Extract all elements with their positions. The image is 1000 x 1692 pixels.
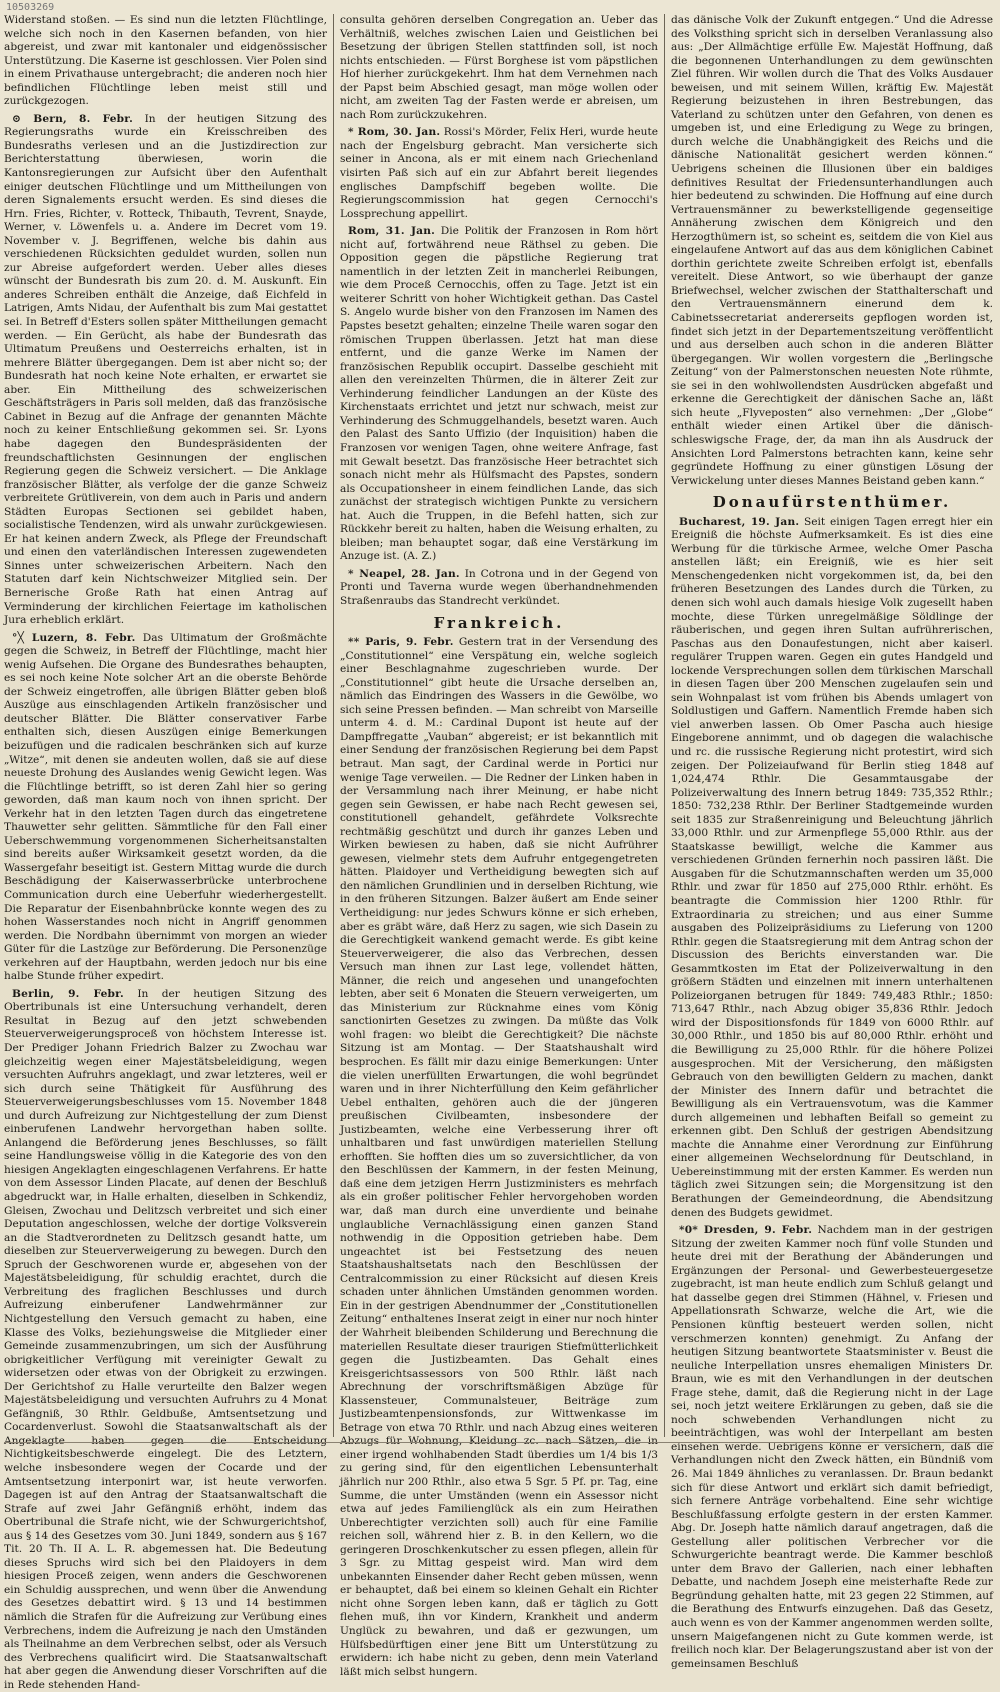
article bbox=[340, 225, 658, 564]
article bbox=[4, 632, 327, 984]
article-continuation bbox=[340, 14, 658, 122]
article bbox=[4, 113, 327, 628]
article-text: das dänische Volk der Zukunft entgegen.“ Und die Adresse des Volksthing spricht sich in derselben Veranlassung also aus: „Der Allmächtige erfülle Ew. Majestät Hoffnung, daß die begonnenen Unterhandlungen zu dem gewünschten Ziel führen. Wir wollen durch die That des Volks Ausdauer beweisen, und mit seinem Willen, kräftig Ew. Majestät Regierung beizustehen in ihren Bestrebungen, das Vaterland zu schützen unter den Gefahren, von denen es umgeben ist, und eine Erledigung zu Wege zu bringen, durch welche die Unabhängigkeit des Reichs und die dänische Nationalität gesichert werden können.“ Uebrigens scheinen die Illusionen über ein baldiges definitives Resultat der Friedensunterhandlungen auch hier bedeutend zu schwinden. Die Hoffnung auf eine durch Vertrauensmänner zu bewerkstelligende gegenseitige Annäherung zwischen dem Königreich und den Herzogthümern ist, so scheint es, seitdem die von Kiel aus eingelaufene Antwort auf das aus dem königlichen Cabinet dorthin gerichtete zweite Schreiben erfolgt ist, ebenfalls vereitelt. Diese Antwort, so wie überhaupt der ganze Briefwechsel, welcher zwischen der Statthalterschaft und den Vertrauensmännern einerund dem k. Cabinetssecretariat andererseits gepflogen worden ist, findet sich jetzt in der Departementszeitung veröffentlicht und aus derselben auch schon in die anderen Blätter übergegangen. Wir wollen vorgestern die „Berlingsche Zeitung“ von der Palmerstonschen neuesten Note rühmte, sie sei in den wohlwollendsten Ausdrücken abgefaßt und erkenne die Gerechtigkeit der dänischen Sache an, läßt sich heute „Flyveposten“ also vernehmen: „Der „Globe“ enthält wieder einen Artikel über die dänisch-schleswigsche Frage, der, da man ihn als Ausdruck der Ansichten Lord Palmerstons betrachten kann, keine sehr gegründete Hoffnung zu einer günstigen Lösung der Verwickelung unter dieses Mannes Beistand geben kann.“ bbox=[671, 14, 993, 487]
dateline: * Neapel, 28. Jan. bbox=[348, 567, 460, 580]
section-heading: Frankreich. bbox=[433, 613, 565, 632]
column-rule bbox=[333, 14, 334, 1437]
column-3 bbox=[671, 14, 993, 1670]
article-text: In der heutigen Sitzung des Obertribunals ist eine Untersuchung verhandelt, deren Resultat in Bezug auf den jetzt schwebenden Steuerverweigerungsproceß von höchstem Interesse ist. Der Prediger Johann Friedrich Balzer zu Zwochau war gleichzeitig wegen einer Majestätsbeleidigung, wegen versuchten Aufruhrs angeklagt, und zwar letzteres, weil er sich durch seine Thätigkeit für Ausführung des Steuerverweigerungsbeschlusses vom 15. November 1848 und durch Aufreizung zur Nichtgestellung der zum Dienst einberufenen Landwehr hervorgethan haben sollte. Anlangend die Beförderung jenes Beschlusses, so fällt seine Handlungsweise völlig in die Kategorie des von den hiesigen Angeklagten eingeschlagenen Verfahrens. Er hatte von dem Assessor Linden Placate, auf denen der Beschluß abgedruckt war, in Halle erhalten, dieselben in Schkendiz, Gleisen, Zwochau und Delitzsch verbreitet und sich einer Deputation angeschlossen, welche der dortige Volksverein an die Stadtverordneten zu Delitzsch gesandt hatte, um dieselben zur Steuerverweigerung zu bewegen. Durch den Spruch der Geschworenen wurde er, abgesehen von der Majestätsbeleidigung, für schuldig erachtet, durch die Verbreitung des fraglichen Beschlusses und durch Aufreizung einberufener Landwehrmänner zur Nichtgestellung den Versuch gemacht zu haben, eine Klasse des Volks, beziehungsweise die Mitglieder einer Gemeinde zusammenzubringen, um sich der Ausführung obrigkeitlicher Verfügung mit vereinigter Gewalt zu widersetzen oder etwas von der Obrigkeit zu erzwingen. Der Gerichtshof zu Halle verurteilte den Balzer wegen Majestätsbeleidigung und versuchten Aufruhrs zu 4 Monat Gefängniß, 30 Rthlr. Geldbuße, Amtsentsetzung und Cocardenverlust. Sowohl die Staatsanwaltschaft als der Angeklagte haben gegen die Entscheidung Nichtigkeitsbeschwerde eingelegt. Die des Letztern, welche insbesondere wegen der Cocarde und der Amtsentsetzung interponirt war, ist heute verworfen. Dagegen ist auf den Antrag der Staatsanwaltschaft die Strafe auf zwei Jahr Gefängniß erhöht, indem das Obertribunal die Strafe nicht, wie der Schwurgerichtshof, aus § 14 des Gesetzes vom 30. Juni 1849, sondern aus § 167 Tit. 20 Th. II A. L. R. abgemessen hat. Die Bedeutung dieses Spruchs wird sich bei den Plaidoyers in dem hiesigen Proceß zeigen, wenn anders die Geschworenen ein Schuldig aussprechen, und wenn über die Anwendung des Gesetzes debattirt wird. § 13 und 14 bestimmen nämlich die Strafen für die Aufreizung zur Verübung eines Verbrechens, indem die Aufreizung je nach den Umständen als Theilnahme an dem Verbrechen selbst, oder als Versuch des Verbrechens qualificirt wird. Die Staatsanwaltschaft hat aber gegen die Anwendung dieser Vorschriften auf die in Rede stehenden Hand- bbox=[4, 987, 327, 1691]
article-text: Die Politik der Franzosen in Rom hört nicht auf, fortwährend neue Räthsel zu geben. Die Opposition gegen die päpstliche Regierung trat namentlich in der letzten Zeit in mancherlei Reibungen, wie dem Proceß Cernocchis, offen zu Tage. Jetzt ist ein weiterer Schritt von hoher Wichtigkeit gethan. Das Castel S. Angelo wurde bisher von den Franzosen im Namen des Papstes besetzt gehalten; einzelne Theile waren sogar den römischen Truppen überlassen. Jetzt hat man diese entfernt, und die ganze Werke im Namen der französischen Republik occupirt. Dasselbe geschieht mit allen den vereinzelten Thürmen, die in älterer Zeit zur Verhinderung feindlicher Landungen an der Küste des Kirchenstaats errichtet und jetzt nur schwach, meist zur Verhinderung des Schmuggelhandels, besetzt waren. Auch den Palast des Santo Uffizio (der Inquisition) haben die Franzosen vor wenigen Tagen, ohne weitere Anfrage, fast mit Gewalt besetzt. Das französische Heer betrachtet sich sonach nicht mehr als Hülfsmacht des Papstes, sondern als Occupationsheer in einem feindlichen Lande, das sich zunächst der strategisch wichtigen Punkte zu versichern hat. Auch die Truppen, in die Befehl hatten, sich zur Rückkehr bereit zu halten, haben die Weisung erhalten, zu bleiben; man behauptet sogar, daß eine Verstärkung im Anzuge ist. (A. Z.) bbox=[340, 225, 659, 563]
article bbox=[4, 988, 327, 1692]
dateline: ⊙ Bern, 8. Febr. bbox=[12, 112, 133, 125]
article bbox=[671, 1224, 993, 1671]
article-text: Das Ultimatum der Großmächte gegen die Schweiz, in Betreff der Flüchtlinge, macht hier wenig Aufsehen. Die Organe des Bundesrathes behaupten, es sei noch keine Note solcher Art an die oberste Behörde der Schweiz eingetroffen, alle übrigen Blätter geben bloß Auszüge aus einschlagenden Artikeln französischer und deutscher Blätter. Die Blätter conservativer Farbe enthalten sich, diesen Auszügen einige Bemerkungen beizufügen und die radicalen beschränken sich auf kurze „Witze“, mit denen sie andeuten wollen, daß sie auf diese neueste Drohung des Auslandes wenig Gewicht legen. Was die Flüchtlinge betrifft, so ist deren Zahl hier so gering geworden, daß man kaum noch von ihnen spricht. Der Verkehr hat in den letzten Tagen durch das eingetretene Thauwetter sehr gelitten. Sämmtliche für den Fall einer Ueberschwemmung vorgenommenen Sicherheitsanstalten sind bereits außer Wirksamkeit gesetzt worden, da die Wassergefahr beseitigt ist. Gestern Mittag wurde die durch Beschädigung der Kaiserwasserbrücke unterbrochene Communication durch eine Ueberfuhr wiederhergestellt. Die Reparatur der Eisenbahnbrücke konnte wegen des zu hohen Wasserstandes noch nicht in Angriff genommen werden. Die Nordbahn übernimmt von morgen an wieder Güter für die Lastzüge zur Beförderung. Die Personenzüge verkehren auf der Hauptbahn, werden jedoch nur bis eine halbe Stunde früher expedirt. bbox=[4, 631, 327, 983]
article-text: consulta gehören derselben Congregation an. Ueber das Verhältniß, welches zwischen Laien und Geistlichen bei Besetzung der übrigen Stellen stattfinden soll, ist noch nichts entschieden. — Fürst Borghese ist vom päpstlichen Hof hierher zurückgekehrt. Ihm hat dem Vernehmen nach der Papst beim Abschied gesagt, man möge wollen oder nicht, am zweiten Tag der Fasten werde er abreisen, um nach Rom zurückzukehren. bbox=[340, 14, 658, 121]
article bbox=[340, 636, 658, 1679]
article-text: Seit einigen Tagen erregt hier ein Ereigniß die höchste Aufmerksamkeit. Es ist dies eine Werbung für die türkische Armee, welche Omer Pascha anstellen läßt; ein Ereigniß, wie es hier seit Menschengedenken nicht vorgekommen ist, da, bei den früheren Besetzungen des Landes durch die Türken, zu denen sich wohl auch damals hiesige Volk zugesellt haben mochte, diese Türken unregelmäßige Söldlinge der räuberischen, und gegen ihren Sultan aufrührerischen, Paschas aus den Donaufestungen, nicht aber kaiserl. regulärer Truppen waren. Gegen ein gutes Handgeld und lockende Versprechungen sollen dem türkischen Marschall in diesen Tagen über 200 Menschen zugelaufen sein und sein Wohnpalast ist vom frühen bis Abends umlagert von Soldlustigen und Gaffern. Namentlich Fremde haben sich viel anwerben lassen. Ob Omer Pascha auch hiesige Eingeborene annimmt, und ob dagegen die walachische und rc. die russische Regierung nicht protestirt, wird sich zeigen. Der Polizeiaufwand für Berlin stieg 1848 auf 1,024,474 Rthlr. Die Gesammtausgabe der Polizeiverwaltung des Innern betrug 1849: 735,352 Rthlr.; 1850: 732,238 Rthlr. Der Berliner Stadtgemeinde wurden seit 1835 zur Straßenreinigung und Beleuchtung jährlich 33,000 Rthlr. und zur Armenpflege 55,000 Rthlr. aus der Staatskasse bewilligt, welche die Kammer aus verschiedenen Gründen fernerhin noch passiren läßt. Die Ausgaben für die Schutzmannschaften werden um 35,000 Rthlr. und zwar für 1850 auf 275,000 Rthlr. erhöht. Es beantragte die Commission hier 1200 Rthlr. für Extraordinaria zu streichen; und aus einer Summe ausgaben des Polizeipräsidiums zu Lieferung von 1200 Rthlr. gegen die Staatsregierung mit dem Antrag schon der Discussion des Berichts einverstanden war. Die Gesammtkosten im Etat der Polizeiverwaltung in den größern Städten und einzelnen mit innern unterhaltenen Polizeiorganen betrugen für 1849: 749,483 Rthlr.; 1850: 713,647 Rthlr., nach Abzug obiger 35,836 Rthlr. Jedoch wird der Dispositionsfonds für 1849 von 6000 Rthlr. auf 30,000 Rthlr., und 1850 bis auf 80,000 Rthlr. erhöht und die Bewilligung zu 25,000 Rthlr. für die höhere Polizei ausgesprochen. Mit der Versicherung, den mäßigsten Gebrauch von den bewilligten Geldern zu machen, dankt der Minister des Innern dafür und betrachtet die Bewilligung als ein Vertrauensvotum, was die Kammer durch allgemeinen und lebhaften Beifall so gemeint zu erkennen gibt. Den Schluß der gestrigen Abendsitzung machte die Annahme einer Verordnung zur Einführung einer allgemeinen Wechselordnung für Deutschland, in Uebereinstimmung mit der ersten Kammer. Es werden nun täglich zwei Sitzungen sein; die Morgensitzung ist den Berathungen der Gemeindeordnung, die Abendsitzung denen des Budgets gewidmet. bbox=[671, 515, 993, 1219]
dateline: * Rom, 30. Jan. bbox=[348, 126, 441, 139]
article-text: Nachdem man in der gestrigen Sitzung der zweiten Kammer noch fünf volle Stunden und heute drei mit der Berathung der Abänderungen und Ergänzungen der Personal- und Gewerbesteuergesetze zugebracht, ist man heute endlich zum Schluß gelangt und hat dasselbe gegen drei Stimmen (Hähnel, v. Friesen und Appellationsrath Schwarze, welche die Art, wie die Pensionen künftig besteuert werden sollen, nicht verschmerzen konnten) genehmigt. Zu Anfang der heutigen Sitzung beantwortete Staatsminister v. Beust die neuliche Interpellation unsres ehemaligen Ministers Dr. Braun, wie es mit den Verhandlungen in der deutschen Frage stehe, damit, daß die Regierung nicht in der Lage sei, noch jetzt weitere Erklärungen zu geben, daß sie die noch schwebenden Verhandlungen nicht zu beeinträchtigen, was wohl der Interpellant am besten einsehen werde. Uebrigens könne er versichern, daß die Verhandlungen nicht den Zweck hätten, ein Bündniß vom 26. Mai 1849 ähnliches zu veranlassen. Dr. Braun bedankt sich für diese Antwort und erklärt sich damit befriedigt, sich fernere Anträge vorbehaltend. Eine sehr wichtige Beschlußfassung erfolgte gestern in der ersten Kammer. Abg. Dr. Joseph hatte nämlich darauf angetragen, daß die Gestellung aller politischen Verbrecher vor die Schwurgerichte beantragt werde. Die Kammer beschloß unter dem Bravo der Gallerien, nach einer lebhaften Debatte, und nachdem Joseph eine meisterhafte Rede zur Begründung gehalten hatte, mit 23 gegen 22 Stimmen, auf die Berathung des Entwurfs einzugehen. Daß das Gesetz, auch wenn es von der Kammer angenommen werden sollte, unsern Maigefangenen nicht zu Gute kommen werde, ist freilich noch klar. Der Belagerungszustand aber ist von der gemeinsamen Beschluß bbox=[671, 1224, 993, 1670]
dateline: *0* Dresden, 9. Febr. bbox=[679, 1224, 813, 1237]
bottom-rule bbox=[4, 1442, 994, 1443]
section-heading: Donaufürstenthümer. bbox=[712, 493, 952, 512]
dateline: Bucharest, 19. Jan. bbox=[679, 515, 800, 528]
dateline: Berlin, 9. Febr. bbox=[12, 987, 124, 1000]
column-2 bbox=[340, 14, 659, 1678]
article bbox=[340, 568, 658, 609]
article bbox=[671, 516, 993, 1220]
dateline: Rom, 31. Jan. bbox=[348, 225, 436, 238]
article-continuation bbox=[671, 14, 993, 488]
article-continuation bbox=[4, 14, 327, 109]
article-text: Gestern trat in der Versendung des „Constitutionnel“ eine Verspätung ein, welche sogleich einer Beschlagnahme zugeschrieben wurde. Der „Constitutionnel“ gibt heute die Ursache derselben an, nämlich das Eindringen des Wassers in die Gewölbe, wo sich seine Pressen befinden. — Man schreibt von Marseille unterm 4. d. M.: Cardinal Dupont ist heute auf der Dampffregatte „Vauban“ abgereist; er ist bekanntlich mit einer Sendung der französischen Regierung bei dem Papst betraut. Man sagt, der Cardinal werde in Portici nur wenige Tage verweilen. — Die Redner der Linken haben in der Versammlung nach ihrer Meinung, er habe nicht gegen sein Gewissen, er habe nach Recht gewesen sei, constitutionell gehandelt, gefährdete Volksrechte rechtmäßig geschützt und durch ihr ganzes Leben und Wirken bewiesen zu haben, daß sie nicht Aufrührer gewesen, vielmehr stets dem Aufruhr entgegengetreten hätten. Plaidoyer und Vertheidigung bewegten sich auf den nämlichen Grundlinien und in derselben Richtung, wie in den früheren Sitzungen. Balzer äußert am Ende seiner Vertheidigung: nur jedes Schwurs könne er sich erheben, aber es gräbt wäre, daß Herz zu sagen, wie sich Dasein zu die Gerechtigkeit wankend gemacht werde. Es gibt keine Steuerverweigerer, die also das Verbrechen, dessen Versuch man ihnen zur Last lege, vollendet hätten, Männer, die reich und angesehen und unangefochten lebten, aber seit 6 Monaten die Steuern verweigerten, um das Ministerium zur Rücknahme eines vom König sanctionirten Gesetzes zu zwingen. Da müßte das Volk wohl fragen: wo bleibt die Gerechtigkeit? Die nächste Sitzung ist am Montag. — Der Staatshaushalt wird besprochen. Es fällt mir dazu einige Bemerkungen: Unter die vielen unerfüllten Erwartungen, die wohl begründet waren und in ihrer Nichterfüllung den Keim gefährlicher Uebel enthalten, gehören auch die der jüngeren preußischen Civilbeamten, insbesondere der Justizbeamten, welche eine Verbesserung ihrer oft unhaltbaren und fast unwürdigen materiellen Stellung erhofften. Sie hofften dies um so zuversichtlicher, da von den Beschlüssen der Kammern, in der festen Meinung, daß eine dem jetzigen Herrn Justizministers es mehrfach als ein großer politischer Fehler hervorgehoben worden war, daß man durch eine unverdiente und beinahe unglaubliche Vernachlässigung einen ganzen Stand nothwendig in die Opposition getrieben habe. Dem ungeachtet ist bei Festsetzung des neuen Staatshaushaltsetats nach den Beschlüssen der Centralcommission zu einer Rücksicht auf diesen Kreis schaden unter ähnlichen Umständen genommen worden. Ein in der gestrigen Abendnummer der „Constitutionellen Zeitung“ enthaltenes Inserat zeigt in einer nur noch hinter der Wahrheit bleibenden Schilderung und Berechnung die materiellen Resultate dieser traurigen Stiefmütterlichkeit gegen die Justizbeamten. Das Gehalt eines Kreisgerichtsassessors von 500 Rthlr. läßt nach Abrechnung der vorschriftsmäßigen Abzüge für Klassensteuer, Communalsteuer, Beiträge zum Justizbeamtenpensionsfonds, zur Wittwenkasse im Betrage von etwa 70 Rthlr. und nach Abzug eines weiteren Abzugs für Wohnung, Kleidung zc. nach Sätzen, die in einer irgend wohlhabenden Stadt überdies um 1/4 bis 1/3 zu gering sind, für den eigentlichen Lebensunterhalt jährlich nur 200 Rthlr., also etwa 5 Sgr. 5 Pf. pr. Tag, eine Summe, die unter Umständen (wenn ein Assessor nicht etwa auf jedes Familienglück als ein zum Heirathen Unberechtigter verzichten soll) auch für eine Familie reichen soll, während hier z. B. in den Kellern, wo die geringeren Droschkenkutscher zu essen pflegen, allein für 3 Sgr. zu Mittag gespeist wird. Man wird dem unbekannten Einsender daher Recht geben müssen, wenn er behauptet, daß bei einem so kleinen Gehalt ein Richter nicht ohne Sorgen leben kann, daß er täglich zu Gott flehen muß, ihn vor Kindern, Krankheit und anderm Unglück zu bewahren, und daß er gezwungen, um Hülfsbedürftigen einer jene Bitt um Unterstützung zu erwidern: ich habe nicht zu geben, denn mein Vaterland läßt mich selbst hungern. bbox=[340, 636, 658, 1678]
article-text: Widerstand stoßen. — Es sind nun die letzten Flüchtlinge, welche sich noch in den Kasernen befanden, von hier abgereist, und zwar mit kantonaler und eidgenössischer Unterstützung. Die Kaserne ist geschlossen. Vier Polen sind in einem Privathause untergebracht; die anderen noch hier befindlichen Flüchtlinge leben meist still und zurückgezogen. bbox=[4, 14, 327, 108]
column-1 bbox=[4, 14, 327, 1691]
dateline: °╳ Luzern, 8. Febr. bbox=[12, 631, 136, 644]
article-text: Rossi's Mörder, Felix Heri, wurde heute nach der Engelsburg gebracht. Man versicherte sich seiner in Ancona, als er mit einem nach Griechenland visirten Paß sich auf ein zur Abfahrt bereit liegendes englisches Dampfschiff begeben wollte. Die Regierungscommission hat gegen Cernocchi's Lossprechung appellirt. bbox=[340, 126, 658, 220]
article-text: In der heutigen Sitzung des Regierungsraths wurde ein Kreisschreiben des Bundesraths verlesen und an die Justizdirection zur Berichterstattung überwiesen, worin die Kantonsregierungen zur Aufsicht über den Aufenthalt einiger deutschen Flüchtlinge und um Mittheilungen von deren Signalements ersucht werden. Es sind dieses die Hrn. Fries, Richter, v. Rotteck, Thibauth, Tevrent, Snayde, Werner, v. Löwenfels u. a. Andere im Decret vom 19. November v. J. Begriffenen, welche bis dahin aus verschiedenen Rücksichten geduldet wurden, sollen nun zur Abreise aufgefordert werden. Ueber alles dieses wünscht der Bundesrath bis zum 20. d. M. Auskunft. Ein anderes Schreiben enthält die Anzeige, daß Eichfeld in Latrigen, Amts Nidau, der Aufenthalt bis zum Mai gestattet sei. In Betreff d'Esters sollen später Mittheilungen gemacht werden. — Ein Gerücht, als habe der Bundesrath das Ultimatum Preußens und Oesterreichs erhalten, ist in mehrere Blätter übergegangen. Dem ist aber nicht so; der Bundesrath hat noch keine Note erhalten, er erwartet sie aber. Ein Mittheilung des schweizerischen Geschäftsträgers in Paris soll melden, daß das französische Cabinet in Bezug auf die Anfrage der genannten Mächte noch zu keiner Entschließung gekommen sei. Sr. Lyons habe dagegen den Bundespräsidenten der freundschaftlichsten Gesinnungen der englischen Regierung gegen die Schweiz versichert. — Die Anklage französischer Blätter, als verfolge der die ganze Schweiz verbreitete Grütliverein, von dem auch in Paris und andern Städten Europas Sectionen sei gebildet haben, socialistische Tendenzen, wird als unwahr zurückgewiesen. Er hat keinen andern Zweck, als Pflege der Freundschaft und einen den vaterländischen Interessen zugewendeten Sinnes unter schweizerischen Arbeitern. Nach den Statuten darf kein Nichtschweizer Mitglied sein. Der Bernerische Große Rath hat einen Antrag auf Verminderung der kirchlichen Feiertage im katholischen Jura erheblich erklärt. bbox=[4, 112, 327, 627]
article bbox=[340, 126, 658, 221]
dateline: ** Paris, 9. Febr. bbox=[348, 636, 454, 649]
scan-id: 10503269 bbox=[6, 2, 55, 13]
column-rule bbox=[664, 14, 665, 1437]
article-text: In Cotrona und in der Gegend von Pronti und Taverna wurde wegen überhandnehmenden Straßenraubs das Standrecht verkündet. bbox=[340, 567, 658, 607]
